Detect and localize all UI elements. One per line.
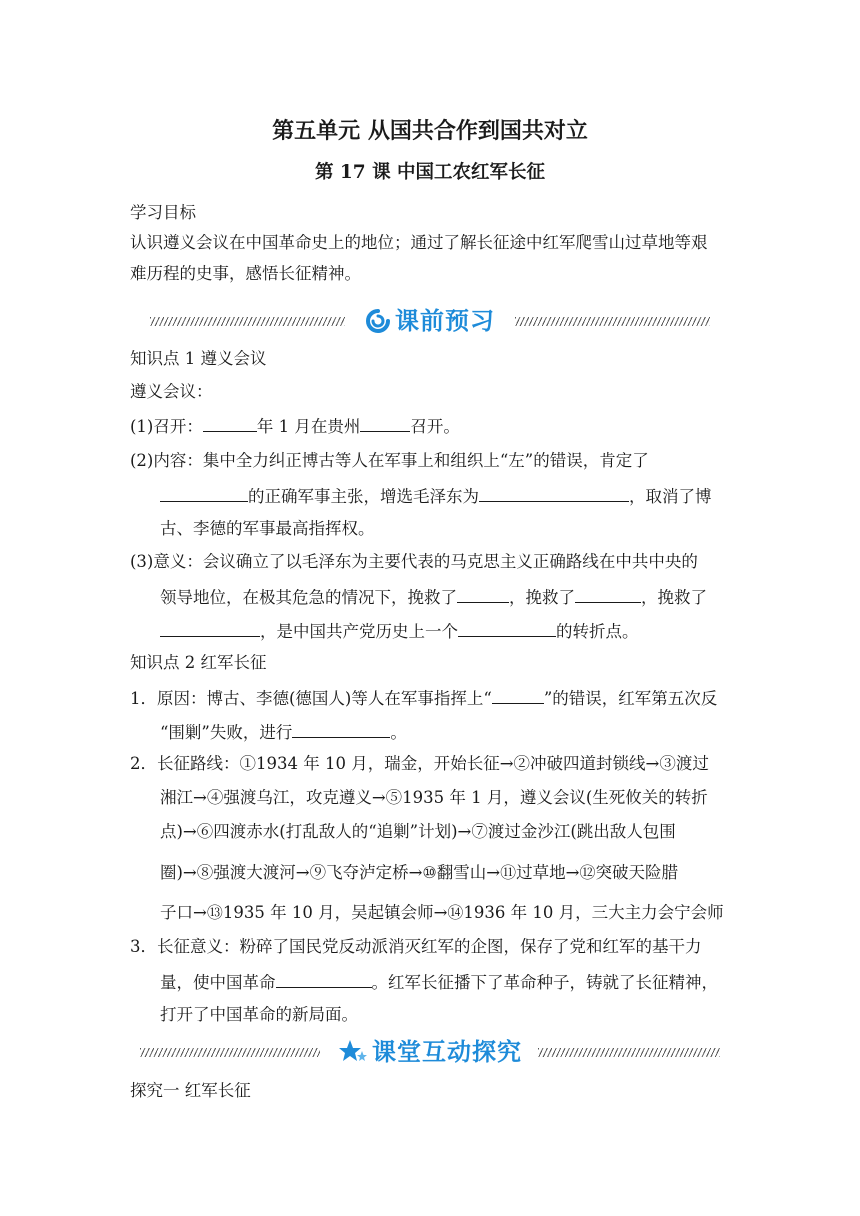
k2-r4-a: 圈)→⑧强渡大渡河→⑨飞夺泸定桥→ (160, 863, 423, 882)
fill-blank[interactable] (479, 484, 629, 502)
k1-p1-c: 召开。 (410, 417, 460, 436)
k1-p3-line1: (3)意义：会议确立了以毛泽东为主要代表的马克思主义正确路线在中共中央的 (130, 552, 698, 571)
k1-p2-line1: (2)内容：集中全力纠正博古等人在军事上和组织上“左”的错误，肯定了 (130, 451, 649, 470)
k1-p3-line3 (160, 619, 639, 643)
star-icon (338, 1039, 368, 1065)
k2-c1-c: “围剿”失败，进行 (160, 723, 293, 742)
circled-10: ⑩ (422, 863, 437, 882)
lesson-title: 第 17 课 中国工农红军长征 (314, 162, 546, 183)
k1-p3-line2 (160, 585, 707, 609)
k1-p3-b: 领导地位，在极其危急的情况下，挽救了 (160, 588, 457, 607)
k2-route-line5 (160, 902, 724, 924)
k2-route-line2: 湘江→④强渡乌江，攻克遵义→⑤1935 年 1 月，遵义会议(生死攸关的转折 (160, 788, 708, 807)
k2-c1-b: ”的错误，红军第五次反 (543, 689, 718, 708)
fill-blank[interactable] (160, 484, 248, 502)
k2-route-line4 (160, 862, 678, 884)
fill-blank[interactable] (292, 720, 390, 738)
preview-banner (140, 304, 720, 338)
preview-banner-label (140, 304, 720, 338)
objectives-line-2: 难历程的史事，感悟长征精神。 (130, 264, 361, 283)
k1-p3-c: ，挽救了 (509, 588, 575, 607)
fill-blank[interactable] (360, 414, 410, 432)
k1-p3-d: ，挽救了 (641, 588, 707, 607)
k2-r5-a: 子口→ (160, 903, 207, 922)
objectives-heading: 学习目标 (130, 203, 196, 222)
k2-significance-line1: 3．长征意义：粉碎了国民党反动派消灭红军的企图，保存了党和红军的基干力 (130, 937, 702, 956)
fill-blank[interactable] (458, 619, 556, 637)
k2-r5-c: 1936 年 10 月，三大主力会宁会师 (463, 903, 724, 922)
fill-blank[interactable] (492, 686, 544, 704)
k1-p3-e: ，是中国共产党历史上一个 (260, 622, 458, 641)
k1-p2-b: 的正确军事主张，增选毛泽东为 (248, 487, 479, 506)
k1-sub: 遵义会议： (130, 382, 213, 401)
class-explore-banner-label (140, 1035, 720, 1069)
k2-s2-b: 。红军长征播下了革命种子，铸就了长征精神， (371, 973, 718, 992)
class-explore-banner (140, 1035, 720, 1069)
k2-s2-a: 量，使中国革命 (160, 973, 276, 992)
unit-title: 第五单元 从国共合作到国共对立 (272, 119, 588, 144)
k2-heading: 知识点 2 红军长征 (130, 653, 267, 672)
objectives-line-1: 认识遵义会议在中国革命史上的地位；通过了解长征途中红军爬雪山过草地等艰 (130, 233, 708, 252)
k2-r4-c: 过草地→ (516, 863, 580, 882)
k2-c1-a: 1．原因：博古、李德(德国人)等人在军事指挥上“ (130, 689, 492, 708)
k1-p1-b: 年 1 月在贵州 (256, 417, 361, 436)
k2-route-line3: 点)→⑥四渡赤水(打乱敌人的“追剿”计划)→⑦渡过金沙江(跳出敌人包围 (160, 822, 676, 841)
circled-12: ⑫ (579, 863, 596, 882)
circled-11: ⑪ (500, 863, 517, 882)
k1-p2-line2 (160, 484, 712, 508)
fill-blank[interactable] (160, 619, 260, 637)
fill-blank[interactable] (457, 585, 509, 603)
k1-heading: 知识点 1 遵义会议 (130, 349, 267, 368)
k2-r4-b: 翻雪山→ (436, 863, 501, 882)
k2-c1-line2 (160, 720, 407, 744)
k2-significance-line3: 打开了中国革命的新局面。 (160, 1005, 358, 1024)
fill-blank[interactable] (203, 414, 257, 432)
k2-r5-b: 1935 年 10 月，吴起镇会师→ (222, 903, 448, 922)
explore-1-heading: 探究一 红军长征 (130, 1081, 251, 1100)
fill-blank[interactable] (575, 585, 641, 603)
k2-r4-d: 突破天险腊 (595, 863, 678, 882)
refresh-icon (365, 308, 391, 334)
k2-significance-line2 (160, 970, 718, 994)
preview-banner-text: 课前预习 (395, 307, 495, 335)
fill-blank[interactable] (276, 970, 372, 988)
k2-route-line1: 2．长征路线：①1934 年 10 月，瑞金，开始长征→②冲破四道封锁线→③渡过 (130, 754, 709, 773)
k1-p2-c: ，取消了博 (629, 487, 712, 506)
k1-p1-a: (1)召开： (130, 417, 203, 436)
circled-14: ⑭ (447, 903, 464, 922)
k1-p3-f: 的转折点。 (556, 622, 639, 641)
k2-c1-d: 。 (390, 723, 407, 742)
class-explore-banner-text: 课堂互动探究 (372, 1038, 522, 1066)
k2-c1-line1 (130, 686, 717, 710)
k1-p2-line3: 古、李德的军事最高指挥权。 (160, 519, 375, 538)
k1-p1 (130, 414, 460, 438)
circled-13: ⑬ (206, 903, 223, 922)
